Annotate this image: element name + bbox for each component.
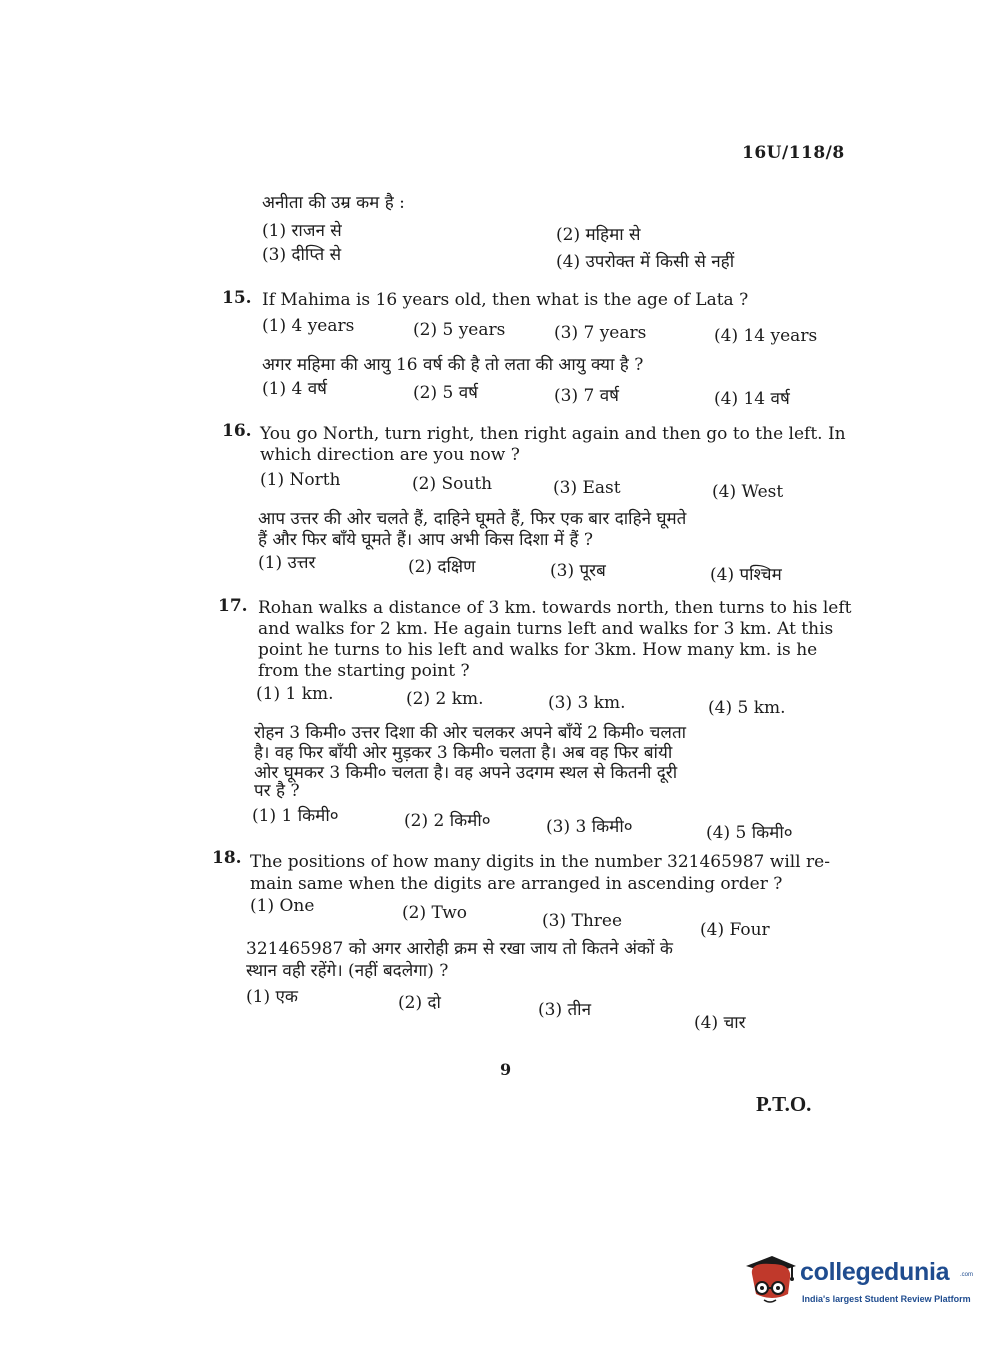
pto-label: P.T.O. (756, 1092, 812, 1116)
q17-text-english-line3: point he turns to his left and walks for 3km. How many km. is he (258, 640, 818, 660)
q16-text-hindi-line1: आप उत्तर की ओर चलते हैं, दाहिने घूमते हैं, फिर एक बार दाहिने घूमते (258, 509, 687, 529)
q14-option-3: (3) दीप्ति से (262, 245, 342, 265)
q14-option-1: (1) राजन से (262, 221, 342, 241)
q15-option-3-en: (3) 7 years (554, 323, 647, 343)
q15-option-2-hi: (2) 5 वर्ष (413, 383, 478, 403)
q16-text-english-line2: which direction are you now ? (260, 445, 520, 465)
q15-option-4-hi: (4) 14 वर्ष (714, 389, 790, 409)
q18-option-1-hi: (1) एक (246, 987, 298, 1007)
paper-code: 16U/118/8 (742, 143, 845, 163)
q17-option-4-hi: (4) 5 किमी० (706, 823, 793, 843)
q17-text-hindi-line2: है। वह फिर बाँयी ओर मुड़कर 3 किमी० चलता है। अब वह फिर बांयी (254, 743, 673, 763)
q15-option-4-en: (4) 14 years (714, 326, 818, 346)
q15-option-3-hi: (3) 7 वर्ष (554, 386, 619, 406)
q17-text-hindi-line1: रोहन 3 किमी० उत्तर दिशा की ओर चलकर अपने बाँयें 2 किमी० चलता (254, 723, 687, 743)
q17-option-3-hi: (3) 3 किमी० (546, 817, 633, 837)
q15-text-hindi: अगर महिमा की आयु 16 वर्ष की है तो लता की आयु क्या है ? (262, 355, 644, 375)
q14-option-4: (4) उपरोक्त में किसी से नहीं (556, 252, 735, 272)
q14-option-2: (2) महिमा से (556, 225, 641, 245)
q16-text-hindi-line2: हैं और फिर बाँये घूमते हैं। आप अभी किस दिशा में हैं ? (258, 530, 594, 550)
logo-tagline: India's largest Student Review Platform (802, 1294, 971, 1304)
q17-text-english-line4: from the starting point ? (258, 661, 470, 681)
q17-option-2-hi: (2) 2 किमी० (404, 811, 491, 831)
q17-text-hindi-line4: पर है ? (254, 781, 300, 801)
q17-option-4-en: (4) 5 km. (708, 698, 786, 718)
q16-option-2-hi: (2) दक्षिण (408, 557, 476, 577)
q18-option-4-en: (4) Four (700, 920, 770, 940)
q15-option-1-en: (1) 4 years (262, 316, 355, 336)
q17-text-hindi-line3: ओर घूमकर 3 किमी० चलता है। वह अपने उदगम स्थल से कितनी दूरी (254, 763, 678, 783)
q16-text-english-line1: You go North, turn right, then right again and then go to the left. In (260, 424, 846, 444)
q17-text-english-line1: Rohan walks a distance of 3 km. towards north, then turns to his left (258, 598, 852, 618)
logo-domain: .com (960, 1272, 974, 1278)
q17-text-english-line2: and walks for 2 km. He again turns left and walks for 3 km. At this (258, 619, 834, 639)
logo-wordmark: collegedunia (800, 1258, 950, 1286)
q18-option-2-en: (2) Two (402, 903, 468, 923)
q16-option-1-en: (1) North (260, 470, 341, 490)
graduate-mascot-icon (742, 1250, 798, 1312)
q15-text-english: If Mahima is 16 years old, then what is the age of Lata ? (262, 290, 749, 310)
page-number: 9 (500, 1060, 512, 1079)
q16-option-4-en: (4) West (712, 482, 784, 502)
q18-text-english-line2: main same when the digits are arranged in ascending order ? (250, 874, 783, 894)
q16-option-3-en: (3) East (553, 478, 621, 498)
q15-option-1-hi: (1) 4 वर्ष (262, 379, 327, 399)
q17-number: 17. (218, 596, 248, 616)
q18-text-english-line1: The positions of how many digits in the number 321465987 will re- (250, 852, 830, 872)
q17-option-3-en: (3) 3 km. (548, 693, 626, 713)
q18-option-4-hi: (4) चार (694, 1013, 746, 1033)
q17-option-1-hi: (1) 1 किमी० (252, 806, 339, 826)
q15-option-2-en: (2) 5 years (413, 320, 506, 340)
q15-number: 15. (222, 288, 252, 308)
collegedunia-logo (742, 1248, 972, 1318)
q16-option-1-hi: (1) उत्तर (258, 553, 316, 573)
q18-option-2-hi: (2) दो (398, 993, 441, 1013)
q18-number: 18. (212, 848, 242, 868)
q16-option-3-hi: (3) पूरब (550, 561, 606, 581)
q18-option-3-hi: (3) तीन (538, 1000, 592, 1020)
q18-text-hindi-line1: 321465987 को अगर आरोही क्रम से रखा जाय तो कितने अंकों के (246, 939, 673, 959)
q16-option-2-en: (2) South (412, 474, 493, 494)
q16-option-4-hi: (4) पश्चिम (710, 565, 782, 585)
q18-option-3-en: (3) Three (542, 911, 623, 931)
q14-text-hindi: अनीता की उम्र कम है : (262, 193, 405, 213)
q16-number: 16. (222, 421, 252, 441)
q18-text-hindi-line2: स्थान वही रहेंगे। (नहीं बदलेगा) ? (246, 961, 449, 981)
q17-option-2-en: (2) 2 km. (406, 689, 484, 709)
q17-option-1-en: (1) 1 km. (256, 684, 334, 704)
q18-option-1-en: (1) One (250, 896, 315, 916)
